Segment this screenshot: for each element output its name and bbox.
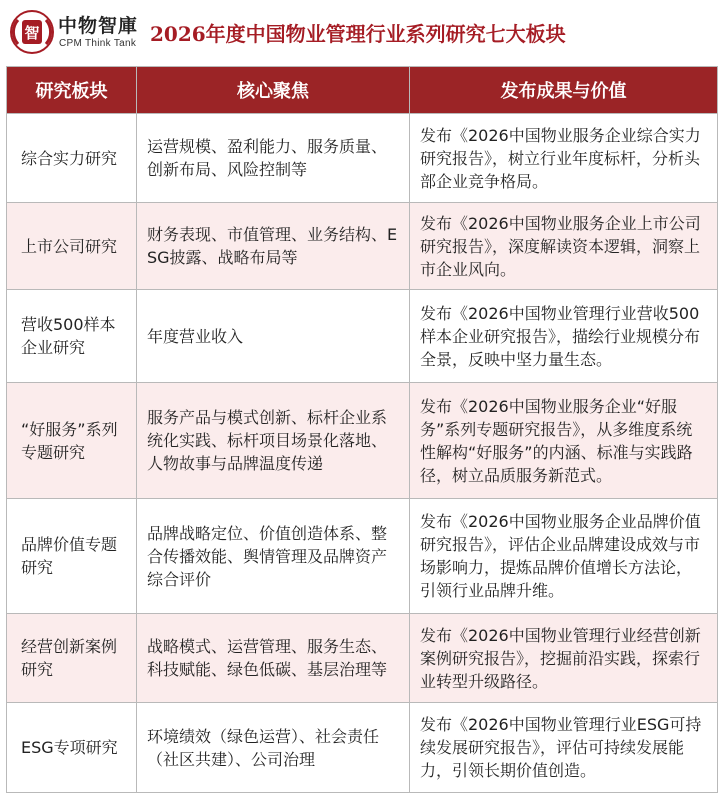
research-segments-table — [6, 66, 718, 793]
table-row — [7, 703, 718, 793]
outcome-cell: 发布《2026中国物业管理行业ESG可持续发展研究报告》，评估可持续发展能力，引领长期价值创造。 — [410, 703, 718, 793]
focus-cell: 运营规模、盈利能力、服务质量、创新布局、风险控制等 — [137, 114, 410, 203]
table-row — [7, 203, 718, 290]
document-header — [0, 0, 723, 66]
research-table-container — [6, 66, 717, 793]
seal-logo-icon — [10, 10, 54, 54]
column-header-segment: 研究板块 — [7, 67, 137, 114]
table-header-row — [7, 67, 718, 114]
segment-cell: 品牌价值专题研究 — [7, 499, 137, 614]
focus-cell: 财务表现、市值管理、业务结构、ESG披露、战略布局等 — [137, 203, 410, 290]
outcome-cell: 发布《2026中国物业服务企业综合实力研究报告》，树立行业年度标杆，分析头部企业竞争格局。 — [410, 114, 718, 203]
brand-name-cn: 中物智庫 — [58, 15, 139, 37]
segment-cell: ESG专项研究 — [7, 703, 137, 793]
table-row — [7, 499, 718, 614]
column-header-outcome: 发布成果与价值 — [410, 67, 718, 114]
outcome-cell: 发布《2026中国物业服务企业“好服务”系列专题研究报告》，从多维度系统性解构“好服务”的内涵、标准与实践路径，树立品质服务新范式。 — [410, 383, 718, 499]
focus-cell: 战略模式、运营管理、服务生态、科技赋能、绿色低碳、基层治理等 — [137, 614, 410, 703]
focus-cell: 环境绩效（绿色运营）、社会责任（社区共建）、公司治理 — [137, 703, 410, 793]
column-header-focus: 核心聚焦 — [137, 67, 410, 114]
page-title: 2026年度中国物业管理行业系列研究七大板块 — [150, 22, 566, 46]
table-row — [7, 383, 718, 499]
table-row — [7, 614, 718, 703]
segment-cell: 综合实力研究 — [7, 114, 137, 203]
segment-cell: “好服务”系列专题研究 — [7, 383, 137, 499]
focus-cell: 品牌战略定位、价值创造体系、整合传播效能、舆情管理及品牌资产综合评价 — [137, 499, 410, 614]
outcome-cell: 发布《2026中国物业管理行业经营创新案例研究报告》，挖掘前沿实践，探索行业转型升级路径。 — [410, 614, 718, 703]
outcome-cell: 发布《2026中国物业服务企业品牌价值研究报告》，评估企业品牌建设成效与市场影响力，提炼品牌价值增长方法论，引领行业品牌升维。 — [410, 499, 718, 614]
focus-cell: 服务产品与模式创新、标杆企业系统化实践、标杆项目场景化落地、人物故事与品牌温度传递 — [137, 383, 410, 499]
segment-cell: 上市公司研究 — [7, 203, 137, 290]
outcome-cell: 发布《2026中国物业管理行业营收500样本企业研究报告》，描绘行业规模分布全景，反映中坚力量生态。 — [410, 290, 718, 383]
seal-logo-glyph: 智 — [24, 24, 40, 42]
table-row — [7, 290, 718, 383]
outcome-cell: 发布《2026中国物业服务企业上市公司研究报告》，深度解读资本逻辑，洞察上市企业风向。 — [410, 203, 718, 290]
focus-cell: 年度营业收入 — [137, 290, 410, 383]
table-row — [7, 114, 718, 203]
brand-name-en: CPM Think Tank — [59, 38, 137, 49]
segment-cell: 经营创新案例研究 — [7, 614, 137, 703]
segment-cell: 营收500样本企业研究 — [7, 290, 137, 383]
